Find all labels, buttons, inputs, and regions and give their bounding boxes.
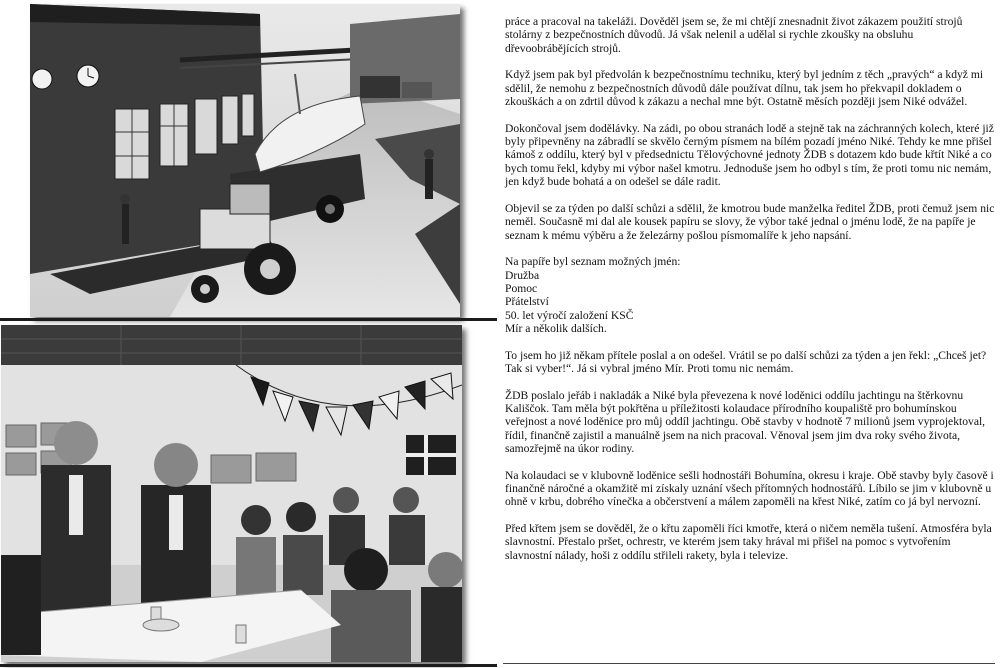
paragraph: práce a pracoval na takeláži. Dověděl jsem se, že mi chtějí znesnadnit život zákazem použití strojů stolárny z bezpečnostních důvodů. Já však nelenil a udělal si rychle zkoušky na obsluhu dřevoobrábějících strojů.	[505, 15, 963, 55]
celebration-toast-photo	[1, 325, 462, 662]
paragraph: Dokončoval jsem dodělávky. Na zádi, po obou stranách lodě a stejně tak na záchranných kolech, které již byly připevněny na zábradlí se skvělo černým písmem na bílém pozadí jméno Niké. Tehdy ke mne přišel kámoš z oddílu, který byl v předsednictu Tělovýchovné jednoty ŽDB s dotazem kdo bude křtít Niké a co bych tomu řekl, kdyby mi výbor našel kmotru. Jednoduše jsem ho odbyl s tím, že proti tomu nic nemám, jen když bude bohatá a on odešel se dále radit.	[505, 121, 994, 189]
paragraph: ŽDB poslalo jeřáb i nakladák a Niké byla převezena k nové loděnici oddílu jachtingu na štěrkovnu Kališčok. Tam měla být pokřtěna u příležitosti kolaudace přírodního koupaliště pro bohumínskou veřejnost a nové loděnice pro můj oddíl jachtingu. Obě stavby v hodnotě 7 milionů jsem vyprojektoval, řídil, finančně zajistil a manuálně jsem na nich pracoval. Věnoval jsem jim dva roky svého života, samozřejmě na úkor rodiny.	[505, 388, 986, 455]
paragraph: To jsem ho již někam přítele poslal a on odešel. Vrátil se po další schůzi za týden a jen řekl: „Chceš jet? Tak si vyber!“. Já si vybral jméno Mír. Proti tomu nic nemám.	[505, 348, 987, 375]
name-item: Mír a několik dalších.	[505, 321, 607, 335]
paragraph: Na kolaudaci se v klubovně loděnice sešli hodnostáři Bohumína, okresu i kraje. Obě stavby byly časově i finančně náročné a okamžitě mi získaly uznání všech přítomných hodnostářů. Líbilo se jim v klubovně u ohně v krbu, dobrého vínečka a občerstvení a málem zapoměli na křest Niké, zatím co já byl nervozní.	[505, 468, 994, 509]
paragraph: Před křtem jsem se dověděl, že o křtu zapoměli říci kmotře, která o ničem neměla tušení. Atmosféra byla slavnostní. Přestalo pršet, ochrestr, ve kterém jsem taky hrával mi přišel na pomoc s vytvořením slavnostní nálady, hoši z oddílu střileli rakety, byla i televize.	[505, 522, 992, 562]
factory-tractor-boat-photo	[30, 4, 460, 317]
name-item: Přátelství	[505, 295, 549, 309]
names-list	[505, 255, 995, 335]
divider-rule	[0, 664, 497, 667]
names-intro: Na papíře byl seznam možných jmén:	[505, 255, 681, 269]
paragraph: Objevil se za týden po další schůzi a sdělil, že kmotrou bude manželka ředitel ŽDB, proti čemuž jsem nic neměl. Současně mi dal ale kousek papíru se slovy, že výbor také jednal o jménu lodě, že na papíře je seznam k mému výběru a že železárny pošlou písmomalíře k jeho napsání.	[505, 201, 995, 242]
article-text	[505, 15, 995, 562]
name-item: Družba	[505, 268, 540, 282]
paragraph: Když jsem pak byl předvolán k bezpečnostnímu techniku, který byl jedním z těch „pravých“ a když mi sdělil, že nemohu z bezpečnostních důvodů dále používat dílnu, tak jsem ho překvapil dokladem o zkouškách a on zdrtil důvod k zákazu a nechal mne být. Ostatně měsích později jsem Niké odvážel.	[505, 68, 984, 109]
divider-rule	[0, 318, 497, 321]
name-item: 50. let výročí založení KSČ	[505, 308, 634, 322]
name-item: Pomoc	[505, 281, 538, 295]
divider-rule	[503, 663, 995, 664]
